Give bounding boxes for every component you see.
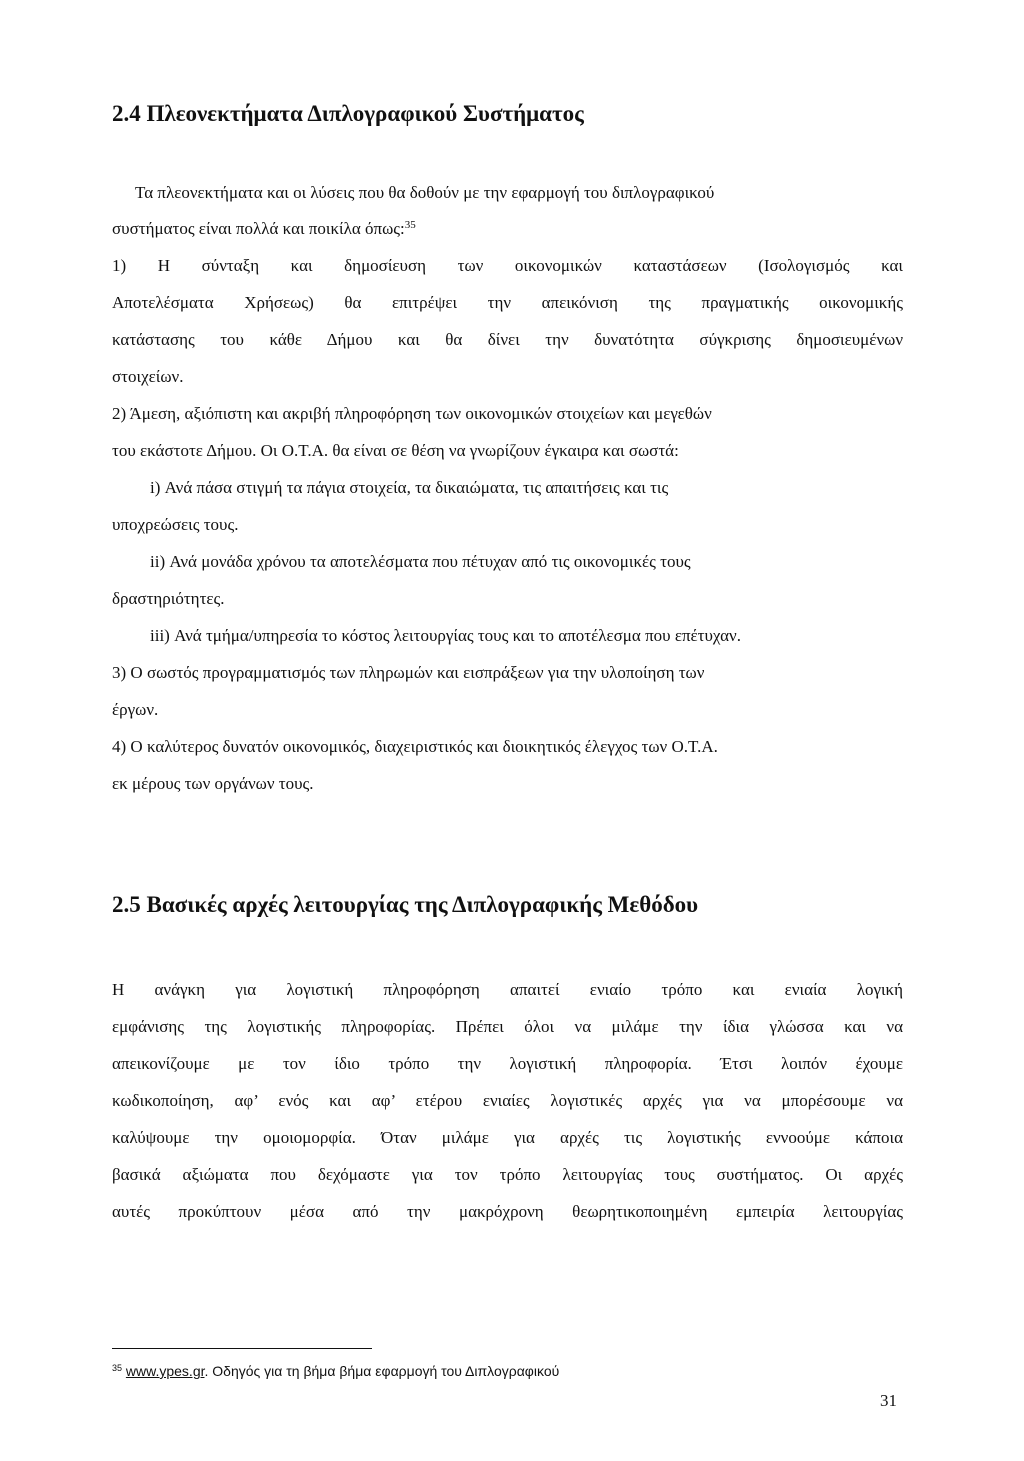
paragraph-line: υποχρεώσεις τους. [112,515,239,534]
paragraph-line: δραστηριότητες. [112,589,225,608]
paragraph-line: κωδικοποίηση, αφ’ ενός και αφ’ ετέρου ενιαίες λογιστικές αρχές για να μπορέσουμε να [112,1091,903,1110]
paragraph-line: 2) Άμεση, αξιόπιστη και ακριβή πληροφόρηση των οικονομικών στοιχείων και μεγεθών [112,404,712,423]
paragraph-line: βασικά αξιώματα που δεχόμαστε για τον τρόπο λειτουργίας τους συστήματος. Οι αρχές [112,1165,903,1184]
paragraph-line: αυτές προκύπτουν μέσα από την μακρόχρονη θεωρητικοποιημένη εμπειρία λειτουργίας [112,1202,903,1221]
footnote-text: . Οδηγός για τη βήμα βήμα εφαρμογή του Διπλογραφικού [204,1363,560,1379]
paragraph-line: εμφάνισης της λογιστικής πληροφορίας. Πρέπει όλοι να μιλάμε την ίδια γλώσσα και να [112,1017,903,1036]
paragraph-line: απεικονίζουμε με τον ίδιο τρόπο την λογιστική πληροφορία. Έτσι λοιπόν έχουμε [112,1054,903,1073]
footnote-reference: 35 [404,219,416,231]
paragraph-line: εκ μέρους των οργάνων τους. [112,774,314,793]
section-2-4-title: 2.4 Πλεονεκτήματα Διπλογραφικού Συστήματος [112,101,584,126]
paragraph-line: στοιχείων. [112,367,184,386]
paragraph-line: i) Ανά πάσα στιγμή τα πάγια στοιχεία, τα δικαιώματα, τις απαιτήσεις και τις [150,478,669,497]
paragraph-line: Αποτελέσματα Χρήσεως) θα επιτρέψει την απεικόνιση της πραγματικής οικονομικής [112,293,903,312]
paragraph-line: 4) Ο καλύτερος δυνατόν οικονομικός, διαχειριστικός και διοικητικός έλεγχος των Ο.Τ.Α. [112,737,718,756]
paragraph-line: έργων. [112,700,159,719]
paragraph-line: κατάστασης του κάθε Δήμου και θα δίνει την δυνατότητα σύγκρισης δημοσιευμένων [112,330,903,349]
footnote-link[interactable]: www.ypes.gr [125,1363,205,1379]
section-2-5-title: 2.5 Βασικές αρχές λειτουργίας της Διπλογραφικής Μεθόδου [112,892,699,917]
paragraph-line: Η ανάγκη για λογιστική πληροφόρηση απαιτεί ενιαίο τρόπο και ενιαία λογική [112,980,903,999]
paragraph-line: iii) Ανά τμήμα/υπηρεσία το κόστος λειτουργίας τους και το αποτέλεσμα που επέτυχαν. [150,626,741,645]
paragraph-line: του εκάστοτε Δήμου. Οι Ο.Τ.Α. θα είναι σε θέση να γνωρίζουν έγκαιρα και σωστά: [112,441,679,460]
paragraph-line: συστήματος είναι πολλά και ποικίλα όπως:$^{35}$ [112,219,416,238]
paragraph-line: ii) Ανά μονάδα χρόνου τα αποτελέσματα που πέτυχαν από τις οικονομικές τους [150,552,691,571]
footnote-divider [112,1348,372,1349]
paragraph-line: καλύψουμε την ομοιομορφία. Όταν μιλάμε για αρχές τις λογιστικής εννοούμε κάποια [112,1128,903,1147]
footnote-number: 35 [112,1363,123,1373]
paragraph-line: 1) Η σύνταξη και δημοσίευση των οικονομικών καταστάσεων (Ισολογισμός και [112,256,903,275]
paragraph-line: Τα πλεονεκτήματα και οι λύσεις που θα δοθούν με την εφαρμογή του διπλογραφικού [135,183,715,202]
paragraph-line: 3) Ο σωστός προγραμματισμός των πληρωμών και εισπράξεων για την υλοποίηση των [112,663,705,682]
page-number: 31 [880,1391,897,1410]
footnote [112,1364,559,1378]
